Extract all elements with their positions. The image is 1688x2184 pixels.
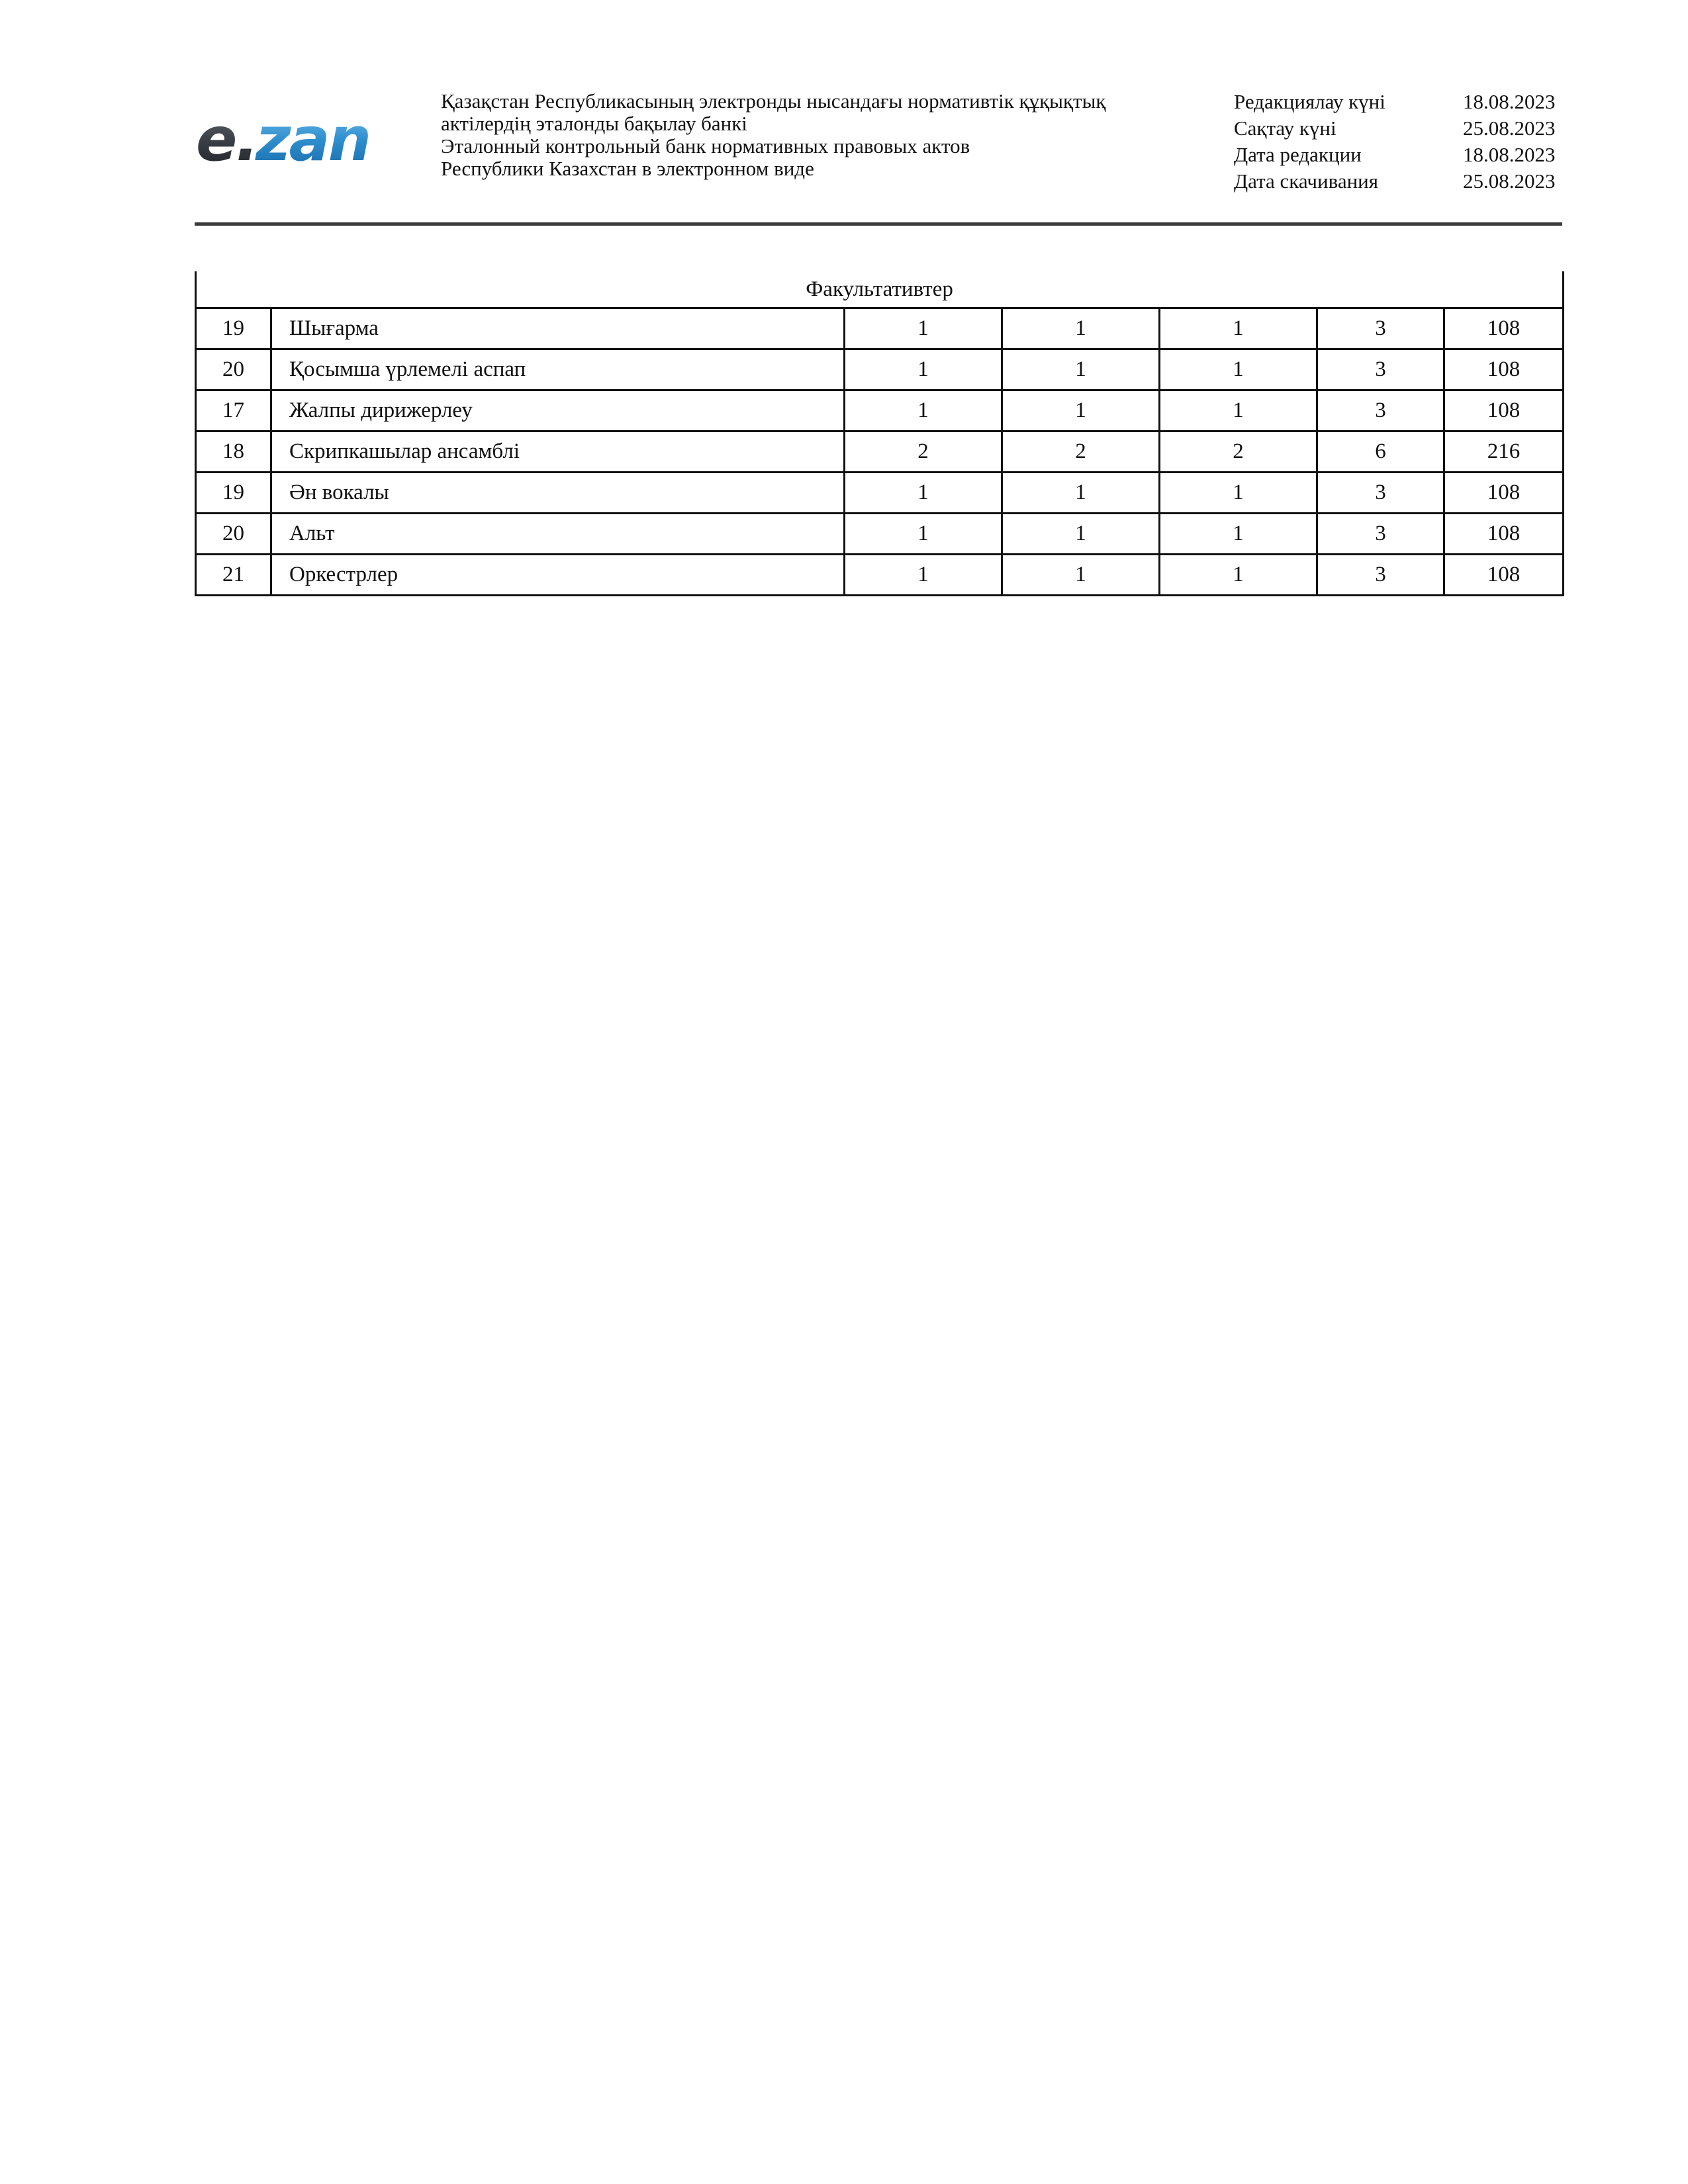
header-line: Республики Казахстан в электронном виде — [441, 157, 814, 180]
section-title: Факультативтер — [196, 271, 1564, 308]
cell-value: 1 — [845, 390, 1002, 432]
date-value: 18.08.2023 — [1463, 143, 1556, 166]
cell-total: 216 — [1444, 432, 1564, 473]
cell-value: 1 — [845, 308, 1002, 349]
header-line: Эталонный контрольный банк нормативных правовых актов — [441, 134, 970, 158]
cell-value: 1 — [1160, 473, 1317, 514]
cell-total: 108 — [1444, 349, 1564, 390]
date-row-download-ru — [1234, 168, 1562, 195]
cell-value: 1 — [1160, 390, 1317, 432]
subject-name: Ән вокалы — [271, 473, 845, 514]
date-row-save-kz — [1234, 115, 1562, 142]
header-line: актілердің эталонды бақылау банкі — [441, 112, 747, 135]
page-header — [195, 79, 1562, 226]
date-label: Дата редакции — [1234, 143, 1362, 166]
row-number: 20 — [196, 349, 271, 390]
cell-total: 108 — [1444, 390, 1564, 432]
table-row — [196, 390, 1564, 432]
svg-text:e: e — [196, 106, 236, 175]
cell-value: 1 — [845, 349, 1002, 390]
cell-value: 1 — [1002, 514, 1160, 555]
cell-value: 1 — [845, 514, 1002, 555]
cell-value: 1 — [845, 473, 1002, 514]
cell-value: 1 — [1160, 308, 1317, 349]
cell-total: 108 — [1444, 514, 1564, 555]
subject-name: Оркестрлер — [271, 555, 845, 596]
cell-value: 2 — [845, 432, 1002, 473]
cell-value: 6 — [1317, 432, 1444, 473]
subject-name: Скрипкашылар ансамблі — [271, 432, 845, 473]
cell-value: 1 — [1002, 473, 1160, 514]
row-number: 19 — [196, 473, 271, 514]
cell-value: 1 — [1002, 349, 1160, 390]
date-label: Сақтау күні — [1234, 116, 1336, 140]
date-value: 18.08.2023 — [1463, 90, 1556, 113]
cell-value: 1 — [845, 555, 1002, 596]
subject-name: Альт — [271, 514, 845, 555]
svg-text:zan: zan — [256, 106, 370, 175]
cell-value: 3 — [1317, 308, 1444, 349]
cell-value: 3 — [1317, 390, 1444, 432]
table-row — [196, 555, 1564, 596]
cell-value: 1 — [1002, 555, 1160, 596]
row-number: 18 — [196, 432, 271, 473]
subject-name: Қосымша үрлемелі аспап — [271, 349, 845, 390]
row-number: 19 — [196, 308, 271, 349]
header-line: Қазақстан Республикасының электронды нысандағы нормативтік құқықтық — [441, 89, 1106, 113]
date-label: Дата скачивания — [1234, 169, 1379, 193]
subject-name: Жалпы дирижерлеу — [271, 390, 845, 432]
cell-value: 3 — [1317, 514, 1444, 555]
cell-value: 3 — [1317, 473, 1444, 514]
cell-value: 1 — [1160, 514, 1317, 555]
cell-value: 2 — [1160, 432, 1317, 473]
table-row — [196, 308, 1564, 349]
date-label: Редакциялау күні — [1234, 90, 1385, 113]
cell-value: 1 — [1002, 308, 1160, 349]
subject-name: Шығарма — [271, 308, 845, 349]
cell-value: 3 — [1317, 555, 1444, 596]
date-row-edit-kz — [1234, 89, 1562, 115]
cell-total: 108 — [1444, 473, 1564, 514]
table-row — [196, 349, 1564, 390]
cell-value: 3 — [1317, 349, 1444, 390]
cell-total: 108 — [1444, 308, 1564, 349]
header-dates — [1234, 89, 1562, 195]
cell-value: 1 — [1160, 555, 1317, 596]
header-divider — [195, 222, 1562, 226]
table-row — [196, 514, 1564, 555]
table-section-row — [196, 271, 1564, 308]
date-row-edit-ru — [1234, 142, 1562, 168]
svg-text:.: . — [236, 106, 259, 175]
table-row — [196, 473, 1564, 514]
table-row — [196, 432, 1564, 473]
cell-value: 1 — [1160, 349, 1317, 390]
ezan-logo — [195, 106, 387, 179]
row-number: 20 — [196, 514, 271, 555]
cell-total: 108 — [1444, 555, 1564, 596]
date-value: 25.08.2023 — [1463, 169, 1556, 193]
row-number: 17 — [196, 390, 271, 432]
header-publisher-text — [441, 90, 1169, 180]
cell-value: 2 — [1002, 432, 1160, 473]
date-value: 25.08.2023 — [1463, 116, 1556, 140]
row-number: 21 — [196, 555, 271, 596]
curriculum-table — [195, 271, 1564, 596]
cell-value: 1 — [1002, 390, 1160, 432]
ezan-logo-graphic — [195, 106, 387, 179]
